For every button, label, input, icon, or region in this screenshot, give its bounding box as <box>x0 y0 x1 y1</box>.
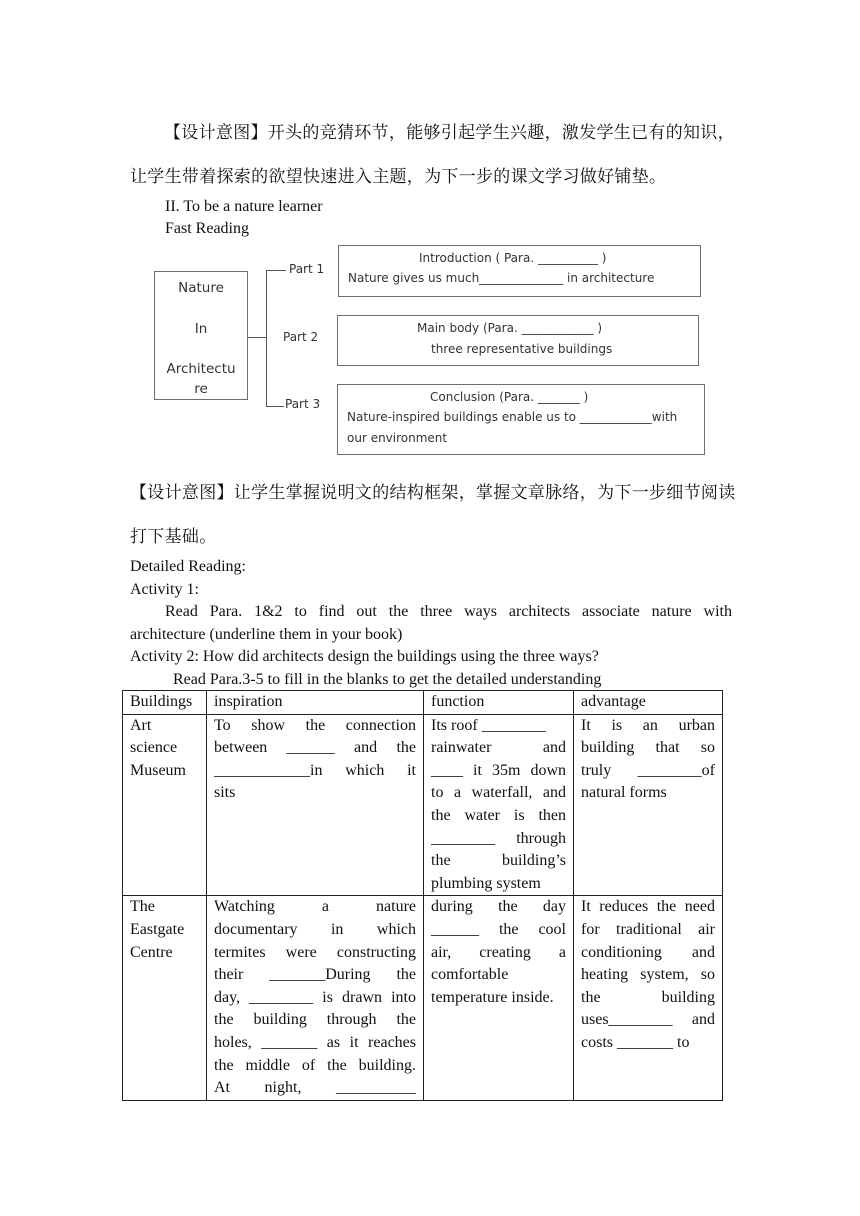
box-word-3: Architectu <box>166 361 236 377</box>
connector-part1 <box>266 270 286 271</box>
connector-horizontal <box>248 337 266 338</box>
cell-line: their _______During the <box>214 966 416 984</box>
cell-building-art-science <box>123 714 207 896</box>
table-row <box>123 896 723 1100</box>
cell-advantage-eastgate <box>574 896 723 1100</box>
cell-line: temperature inside. <box>431 988 554 1006</box>
fast-reading-heading: Fast Reading <box>165 220 249 237</box>
cell-line: Watching a nature <box>214 898 416 916</box>
cell-line: building that so <box>581 739 715 757</box>
cell-line: documentary in which <box>214 920 416 938</box>
cell-line: uses________ and <box>581 1011 715 1029</box>
header-inspiration: inspiration <box>207 691 424 715</box>
cell-line: It reduces the need <box>581 898 715 916</box>
conclusion-line3: our environment <box>347 431 448 445</box>
header-advantage: advantage <box>574 691 723 715</box>
part-3-label: Part 3 <box>285 397 321 411</box>
main-body-box <box>337 315 699 366</box>
cell-line: Museum <box>130 761 186 779</box>
activity-1-heading: Activity 1: <box>130 581 199 598</box>
cell-inspiration-art-science <box>207 714 424 896</box>
cell-line: comfortable <box>431 966 509 984</box>
introduction-line2: Nature gives us much______________ in architecture <box>348 271 655 285</box>
cell-line: Eastgate <box>130 920 185 938</box>
cell-line: sits <box>214 784 236 802</box>
cell-function-art-science <box>424 714 574 896</box>
cell-line: plumbing system <box>431 874 541 892</box>
cell-line: air, creating a <box>431 943 566 961</box>
cell-line: for traditional air <box>581 920 715 938</box>
main-body-line2: three representative buildings <box>431 342 613 356</box>
cell-line: costs _______ to <box>581 1033 690 1051</box>
cell-line: conditioning and <box>581 943 715 961</box>
cell-line: science <box>130 739 178 757</box>
design-intent-1-line2: 让学生带着探索的欲望快速进入主题，为下一步的课文学习做好铺垫。 <box>130 167 667 187</box>
cell-line: the building <box>581 988 715 1006</box>
design-intent-2-line2: 打下基础。 <box>130 527 217 547</box>
nature-in-architecture-box <box>154 271 248 400</box>
cell-advantage-art-science <box>574 714 723 896</box>
cell-inspiration-eastgate <box>207 896 424 1100</box>
cell-line: Its roof ________ <box>431 716 546 734</box>
conclusion-line2: Nature-inspired buildings enable us to ____________with <box>347 410 678 424</box>
cell-line: Centre <box>130 943 173 961</box>
cell-line: ________ through <box>431 829 566 847</box>
cell-line: holes, _______ as it reaches <box>214 1033 416 1051</box>
activity-1-instruction-line1: Read Para. 1&2 to find out the three ways architects associate nature with <box>165 603 732 620</box>
detailed-reading-heading: Detailed Reading: <box>130 558 246 575</box>
connector-vertical <box>266 270 267 407</box>
cell-line: heating system, so <box>581 966 715 984</box>
table-row <box>123 714 723 896</box>
activity-1-instruction-line2: architecture (underline them in your book) <box>130 626 403 643</box>
cell-building-eastgate <box>123 896 207 1100</box>
introduction-line1: Introduction ( Para. __________ ) <box>419 251 607 265</box>
part-1-label: Part 1 <box>289 262 325 276</box>
section-title: II. To be a nature learner <box>165 198 323 215</box>
cell-line: the building’s <box>431 852 566 870</box>
cell-line: the building through the <box>214 1011 416 1029</box>
cell-line: truly ________of <box>581 761 715 779</box>
activity-2-heading: Activity 2: How did architects design the buildings using the three ways? <box>130 648 599 665</box>
cell-line: ____________in which it <box>214 761 416 779</box>
cell-line: natural forms <box>581 784 667 802</box>
cell-function-eastgate <box>424 896 574 1100</box>
introduction-box <box>338 245 701 297</box>
box-word-4: re <box>194 381 208 397</box>
cell-line: At night, __________ <box>214 1079 416 1097</box>
design-intent-1-line1: 【设计意图】开头的竞猜环节，能够引起学生兴趣，激发学生已有的知识， <box>164 123 735 143</box>
box-word-1: Nature <box>178 280 224 296</box>
detailed-understanding-table <box>122 690 723 1101</box>
cell-line: The <box>130 898 155 916</box>
conclusion-line1: Conclusion (Para. _______ ) <box>430 390 589 404</box>
activity-2-instruction: Read Para.3-5 to fill in the blanks to get the detailed understanding <box>173 671 602 688</box>
cell-line: the middle of the building. <box>214 1056 416 1074</box>
header-buildings: Buildings <box>123 691 207 715</box>
cell-line: between ______ and the <box>214 739 416 757</box>
cell-line: rainwater and <box>431 739 566 757</box>
cell-line: ____ it 35m down <box>431 761 566 779</box>
cell-line: Art <box>130 716 152 734</box>
part-2-label: Part 2 <box>283 330 319 344</box>
table-header-row <box>123 691 723 715</box>
design-intent-2-line1: 【设计意图】让学生掌握说明文的结构框架，掌握文章脉络，为下一步细节阅读 <box>130 483 736 503</box>
cell-line: termites were constructing <box>214 943 416 961</box>
cell-line: day, ________ is drawn into <box>214 988 416 1006</box>
cell-line: to a waterfall, and <box>431 784 566 802</box>
header-function: function <box>424 691 574 715</box>
connector-part3 <box>266 406 284 407</box>
cell-line: the water is then <box>431 806 566 824</box>
main-body-line1: Main body (Para. ____________ ) <box>417 321 603 335</box>
conclusion-box <box>337 384 705 455</box>
cell-line: during the day <box>431 898 566 916</box>
cell-line: It is an urban <box>581 716 715 734</box>
cell-line: ______ the cool <box>431 920 566 938</box>
cell-line: To show the connection <box>214 716 416 734</box>
box-word-2: In <box>194 321 208 337</box>
